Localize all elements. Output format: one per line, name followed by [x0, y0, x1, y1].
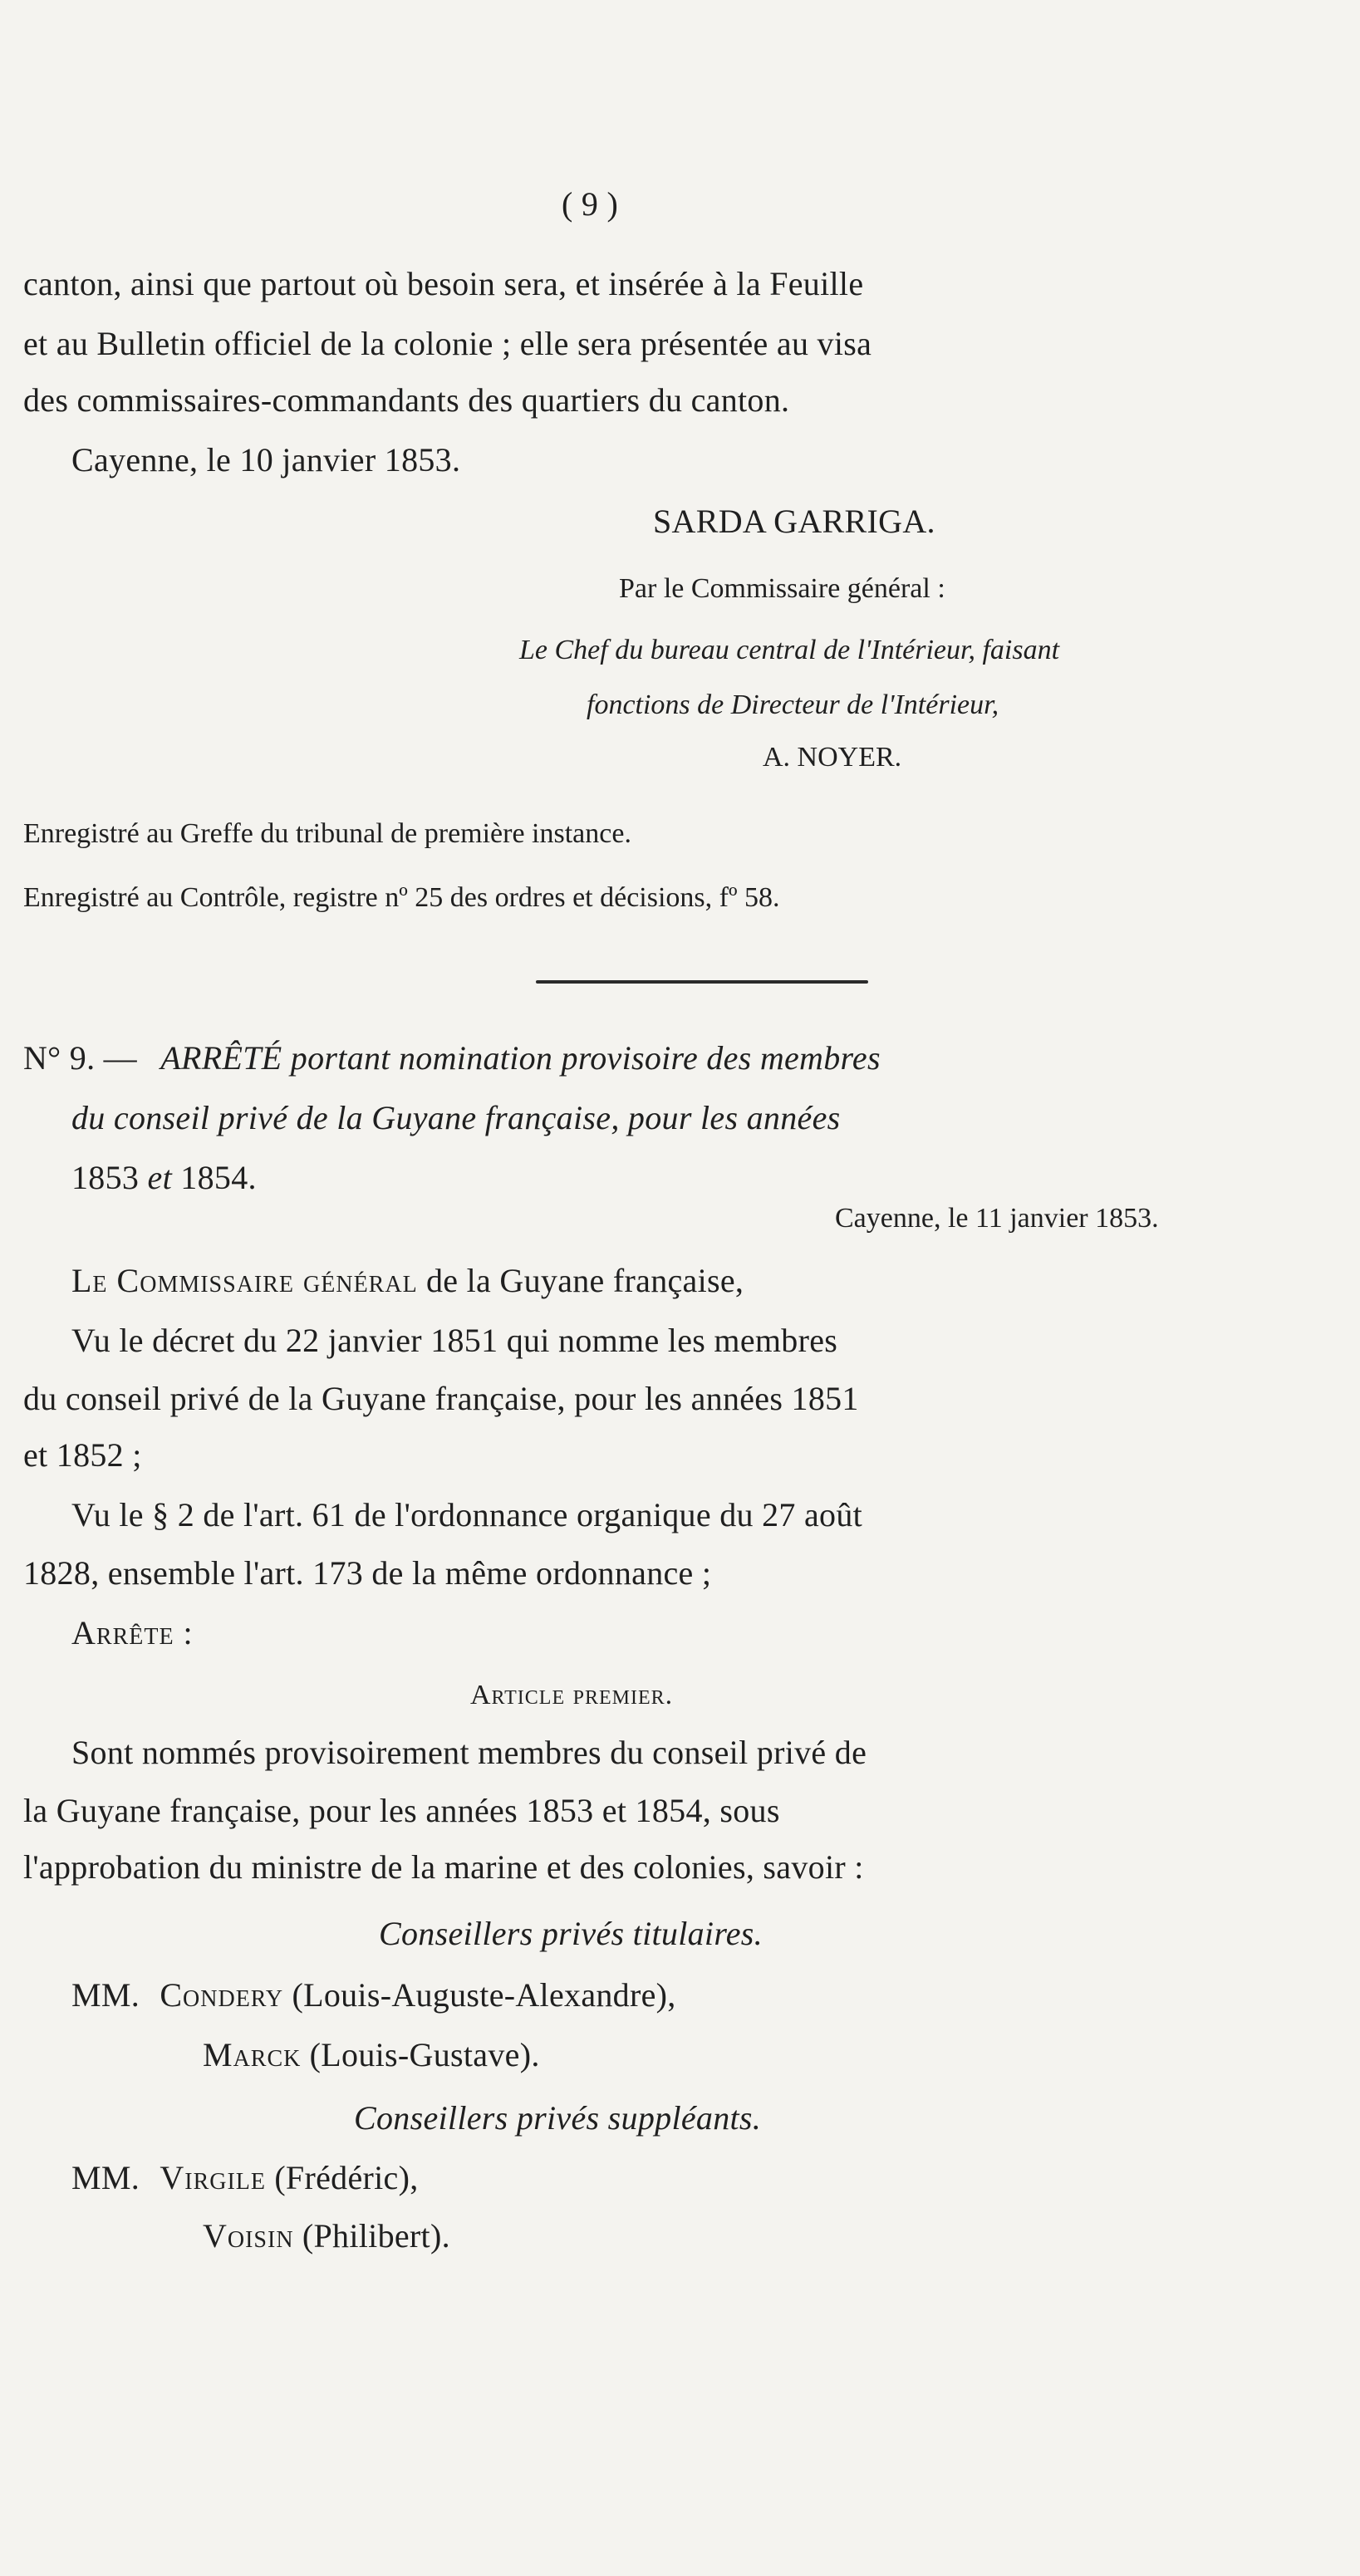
suppleants-heading: Conseillers privés suppléants.	[354, 2099, 762, 2137]
member-given-names: (Louis-Gustave).	[309, 2036, 540, 2073]
member-prefix: MM.	[71, 1976, 140, 2014]
authority-title: Le Commissaire général	[71, 1262, 418, 1299]
member-given-names: (Philibert).	[302, 2217, 450, 2255]
member-surname: Voisin	[203, 2217, 294, 2255]
authority-line	[71, 1261, 744, 1300]
member-surname: Marck	[203, 2036, 302, 2073]
signature-name: SARDA GARRIGA.	[653, 503, 935, 540]
text-line: et au Bulletin officiel de la colonie ; elle sera présentée au visa	[23, 325, 872, 362]
member-entry	[203, 2035, 540, 2074]
section-divider	[536, 980, 868, 984]
vu-line: Vu le § 2 de l'art. 61 de l'ordonnance organique du 27 août	[71, 1496, 863, 1533]
decree-title-line	[71, 1158, 257, 1197]
member-entry	[71, 1975, 676, 2014]
member-entry	[203, 2216, 450, 2255]
conjunction: et	[147, 1159, 172, 1196]
registration-line: Enregistré au Contrôle, registre nº 25 des ordres et décisions, fº 58.	[23, 882, 780, 913]
arrete-label: Arrête :	[71, 1614, 194, 1651]
member-surname: Virgile	[160, 2159, 266, 2196]
vu-line: 1828, ensemble l'art. 173 de la même ordonnance ;	[23, 1554, 712, 1592]
year-start: 1853	[71, 1159, 140, 1196]
decree-title-line	[23, 1038, 881, 1077]
year-end: 1854.	[180, 1159, 257, 1196]
member-given-names: (Louis-Auguste-Alexandre),	[292, 1976, 676, 2014]
registration-line: Enregistré au Greffe du tribunal de première instance.	[23, 818, 631, 849]
article-heading: Article premier.	[470, 1680, 674, 1710]
member-prefix: MM.	[71, 2159, 140, 2196]
countersign-name: A. NOYER.	[763, 742, 902, 773]
decree-number: N° 9. —	[23, 1039, 137, 1077]
member-given-names: (Frédéric),	[274, 2159, 419, 2196]
vu-line: Vu le décret du 22 janvier 1851 qui nomme les membres	[71, 1322, 838, 1359]
text-line: canton, ainsi que partout où besoin sera, et insérée à la Feuille	[23, 265, 864, 302]
page-number: ( 9 )	[562, 185, 619, 223]
member-surname: Condery	[160, 1976, 284, 2014]
role-line: fonctions de Directeur de l'Intérieur,	[587, 689, 999, 720]
text-line: des commissaires-commandants des quartiers du canton.	[23, 381, 790, 419]
member-entry	[71, 2158, 419, 2197]
vu-line: et 1852 ;	[23, 1436, 142, 1474]
decree-date: Cayenne, le 11 janvier 1853.	[835, 1203, 1159, 1234]
signature-date: Cayenne, le 10 janvier 1853.	[71, 441, 461, 478]
article-line: Sont nommés provisoirement membres du conseil privé de	[71, 1734, 867, 1771]
article-line: la Guyane française, pour les années 1853 et 1854, sous	[23, 1792, 780, 1829]
authority-rest: de la Guyane française,	[425, 1262, 744, 1299]
decree-title: ARRÊTÉ portant nomination provisoire des membres	[160, 1039, 881, 1077]
titulaires-heading: Conseillers privés titulaires.	[379, 1915, 763, 1952]
decree-title-line: du conseil privé de la Guyane française, pour les années	[71, 1099, 841, 1136]
by-line: Par le Commissaire général :	[619, 573, 945, 604]
role-line: Le Chef du bureau central de l'Intérieur, faisant	[519, 635, 1060, 665]
vu-line: du conseil privé de la Guyane française, pour les années 1851	[23, 1380, 859, 1417]
article-line: l'approbation du ministre de la marine et des colonies, savoir :	[23, 1848, 864, 1886]
